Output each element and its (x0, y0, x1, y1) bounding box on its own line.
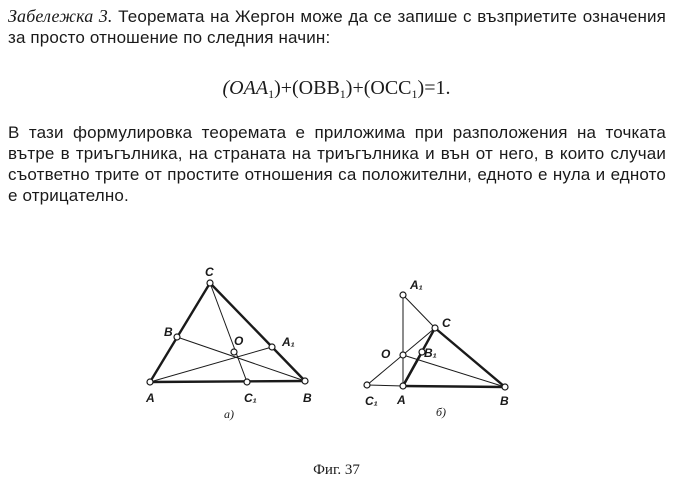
label-a-C: C (205, 265, 214, 279)
figure-b-labels (365, 278, 509, 419)
point-C (432, 325, 438, 331)
cevian-CC1 (210, 283, 247, 382)
caption-a: а) (224, 407, 234, 421)
paragraph-formulation: В тази формулировка теоремата е приложима при разположения на точката вътре в триъгълника, на страната на триъгълника и вън от него, в които случаи съответно трите от простите отношения са положителни, едното е нула и едното е отрицателно. (8, 123, 666, 205)
label-b-A: A (397, 393, 406, 407)
side-AB (403, 386, 505, 387)
point-O (231, 349, 237, 355)
label-b-O: O (381, 347, 391, 361)
formula-term-4: )=1. (417, 77, 451, 99)
figure-a-labels (145, 265, 312, 421)
label-a-A1: A₁ (282, 335, 295, 349)
side-AB (150, 381, 305, 382)
formula-sub-1: 1 (268, 87, 275, 101)
label-b-B1: B₁ (424, 346, 437, 360)
side-CB (435, 328, 505, 387)
line-A1-C (403, 295, 435, 328)
point-C1 (364, 382, 370, 388)
label-b-C1: C₁ (365, 394, 378, 408)
side-CB (210, 283, 305, 381)
point-A1 (269, 344, 275, 350)
formula-term-1: (OAA (222, 77, 269, 99)
label-a-C1: C₁ (244, 391, 257, 405)
point-B (502, 384, 508, 390)
line-AB-extension (367, 385, 403, 386)
point-O (400, 352, 406, 358)
point-A (147, 379, 153, 385)
figure-b (364, 292, 508, 390)
label-a-B: B (303, 391, 312, 405)
label-a-A: A (146, 391, 155, 405)
label-a-O: O (234, 334, 244, 348)
note-text: Теоремата на Жергон може да се запише с възприетите означения за просто отношение по следния начин: (8, 7, 667, 47)
caption-b: б) (436, 405, 447, 419)
label-b-A1: A₁ (410, 278, 423, 292)
point-C (207, 280, 213, 286)
note-label: Забележка 3. (8, 6, 113, 26)
formula-sub-3: 1 (411, 87, 418, 101)
figure-caption: Фиг. 37 (313, 462, 360, 478)
formula-term-2: )+(OBB (274, 77, 340, 99)
label-b-C: C (442, 316, 451, 330)
point-B (302, 378, 308, 384)
point-B1 (174, 334, 180, 340)
point-A1 (400, 292, 406, 298)
point-C1 (244, 379, 250, 385)
point-A (400, 383, 406, 389)
formula-term-3: )+(OCC (345, 77, 412, 99)
label-a-B1: B (164, 325, 173, 339)
label-b-B: B (500, 394, 509, 408)
formula-sub-2: 1 (339, 87, 346, 101)
